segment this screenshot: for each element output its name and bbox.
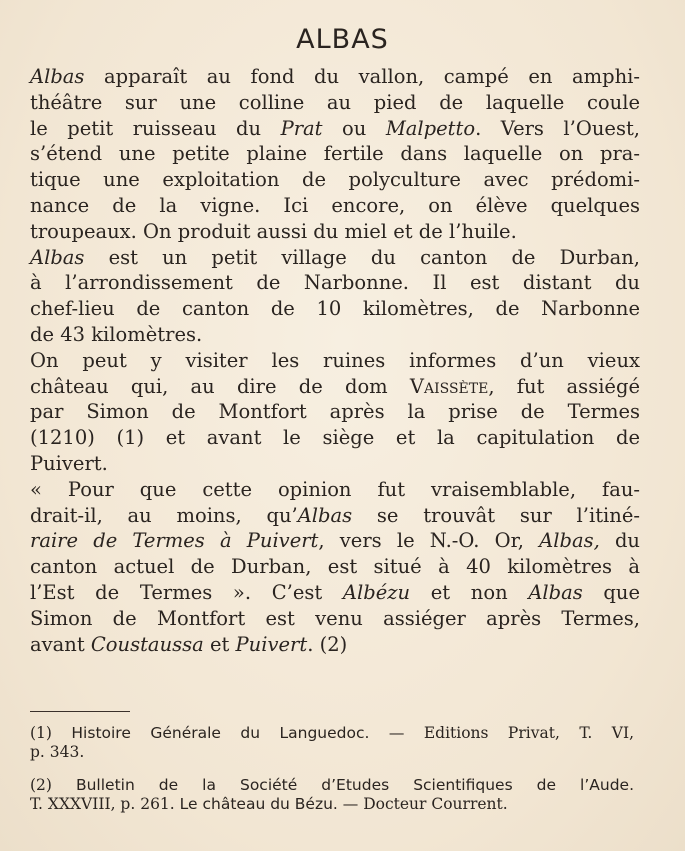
text-run: s’étend une petite plaine fertile dans laquelle on pra- xyxy=(30,142,640,166)
text-run: Albas xyxy=(528,580,583,604)
text-run: par Simon de Montfort après la prise de Termes xyxy=(30,400,640,424)
text-run: et xyxy=(203,632,236,656)
text-line xyxy=(30,503,640,529)
text-line xyxy=(30,632,640,658)
text-line xyxy=(30,219,640,245)
text-line xyxy=(30,141,640,167)
text-run: « Pour que cette opinion fut vraisemblable, fau- xyxy=(30,477,640,501)
footnote-1 xyxy=(30,724,634,762)
text-line xyxy=(30,425,640,451)
text-run: (1) xyxy=(30,724,72,742)
text-run: troupeaux. On produit aussi du miel et de l’huile. xyxy=(30,219,517,243)
text-line xyxy=(30,348,640,374)
paragraph-2 xyxy=(30,245,640,348)
text-run: se trouvât sur l’itiné- xyxy=(352,503,640,527)
text-run: de 43 kilomètres. xyxy=(30,322,203,346)
footnote-divider xyxy=(30,711,130,712)
text-run: fut assiégé xyxy=(494,374,640,398)
text-run: — Docteur Courrent. xyxy=(337,795,508,813)
text-line xyxy=(30,90,640,116)
text-line xyxy=(30,606,640,632)
spacer xyxy=(30,762,634,776)
footnotes xyxy=(30,724,634,814)
text-run: château qui, au dire de dom xyxy=(30,374,410,398)
text-run: avant xyxy=(30,632,91,656)
text-line xyxy=(30,167,640,193)
text-run: Puivert xyxy=(235,632,308,656)
text-line xyxy=(30,743,634,762)
text-run: Albézu xyxy=(342,580,411,604)
text-run: raire de Termes à Puivert xyxy=(30,529,319,553)
text-run: T. XXXVIII, p. 261. xyxy=(30,795,180,813)
text-line xyxy=(30,795,634,814)
text-run: nance de la vigne. Ici encore, on élève quelques xyxy=(30,193,640,217)
text-run: que xyxy=(582,580,640,604)
text-run: du xyxy=(599,529,640,553)
text-line xyxy=(30,477,640,503)
text-line xyxy=(30,776,634,795)
text-line xyxy=(30,374,640,400)
text-line xyxy=(30,116,640,142)
text-run: (1210) (1) et avant le siège et la capitulation de xyxy=(30,426,640,450)
text-run: canton actuel de Durban, est situé à 40 kilomètres à xyxy=(30,555,640,579)
text-line xyxy=(30,270,640,296)
text-line xyxy=(30,245,640,271)
text-run: apparaît au fond du vallon, campé en amphi- xyxy=(84,65,640,88)
text-line xyxy=(30,554,640,580)
text-run: tique une exploitation de polyculture avec prédomi- xyxy=(30,168,640,192)
text-run: Albas xyxy=(30,245,85,269)
text-run: . (2) xyxy=(307,632,348,656)
text-run: Simon de Montfort est venu assiéger après Termes, xyxy=(30,606,640,630)
text-line xyxy=(30,296,640,322)
text-run: . Vers l’Ouest, xyxy=(475,116,640,140)
text-line xyxy=(30,724,634,743)
text-run: (2) xyxy=(30,776,76,794)
text-run: chef-lieu de canton de 10 kilomètres, de Narbonne xyxy=(30,297,640,321)
text-run: Vaissète, xyxy=(409,374,495,398)
text-run: l’Est de Termes ». C’est xyxy=(30,580,343,604)
text-run: et non xyxy=(410,580,529,604)
paragraph-4 xyxy=(30,477,640,658)
text-line xyxy=(30,322,640,348)
text-run: Puivert. xyxy=(30,451,108,475)
body-text xyxy=(30,64,640,657)
text-line xyxy=(30,193,640,219)
text-run: Histoire Générale du Languedoc. xyxy=(71,724,370,742)
text-run: Malpetto xyxy=(385,116,476,140)
text-line xyxy=(30,399,640,425)
text-run: drait-il, au moins, qu’ xyxy=(30,503,298,527)
text-line xyxy=(30,580,640,606)
text-run: ou xyxy=(322,116,386,140)
page-title: ALBAS xyxy=(296,24,389,55)
text-run: Albas xyxy=(297,503,353,527)
text-run: Coustaussa xyxy=(90,632,204,656)
text-run: , vers le N.-O. Or, xyxy=(318,529,540,553)
text-line xyxy=(30,64,640,90)
text-run: On peut y visiter les ruines informes d’un vieux xyxy=(30,348,640,372)
text-run: est un petit village du canton de Durban, xyxy=(84,245,640,269)
paragraph-1 xyxy=(30,64,640,245)
footnote-2 xyxy=(30,776,634,814)
text-run: Prat xyxy=(280,116,323,140)
text-run: Albas xyxy=(30,65,85,88)
text-run: le petit ruisseau du xyxy=(30,116,281,140)
text-run: Le château du Bézu. xyxy=(179,795,338,813)
text-run: à l’arrondissement de Narbonne. Il est distant du xyxy=(30,271,640,295)
text-run: Bulletin de la Société d’Etudes Scientifiques de l’Aude. xyxy=(75,776,634,794)
text-run: p. 343. xyxy=(30,743,85,761)
text-line xyxy=(30,451,640,477)
text-line xyxy=(30,528,640,554)
paragraph-3 xyxy=(30,348,640,477)
text-run: — Editions Privat, T. VI, xyxy=(369,724,634,742)
text-run: Albas, xyxy=(539,529,600,553)
text-run: théâtre sur une colline au pied de laquelle coule xyxy=(30,90,640,114)
